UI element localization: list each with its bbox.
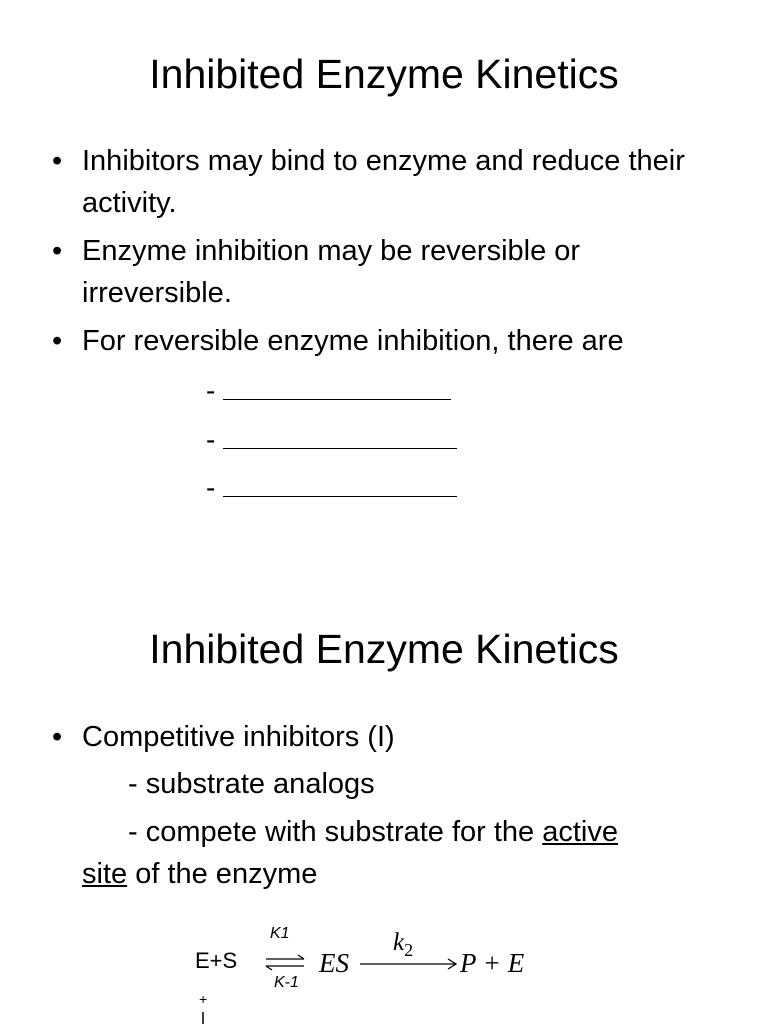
bullet-dot: •: [52, 235, 63, 267]
site-underlined: site: [82, 858, 128, 890]
slide1-title: Inhibited Enzyme Kinetics: [149, 51, 619, 97]
blank-dash: -: [206, 375, 216, 406]
plus-sign: +: [199, 991, 208, 1007]
forward-arrow: [360, 959, 456, 969]
k-1-label: K-1: [274, 974, 299, 991]
bullet-text: For reversible enzyme inhibition, there are: [82, 325, 624, 357]
sub-substrate-analogs: - substrate analogs: [128, 768, 375, 800]
blank-dash: -: [206, 424, 216, 455]
bullet-text: Inhibitors may bind to enzyme and reduce their activity.: [82, 145, 685, 219]
k2-label: $k_2$: [393, 929, 414, 960]
bullet-dot: •: [52, 325, 63, 357]
sub2-suffix: of the enzyme: [127, 858, 318, 890]
bullet-text: Enzyme inhibition may be reversible or irreversible.: [82, 235, 581, 309]
bullet-dot: •: [52, 721, 63, 753]
es-complex-label: ES: [319, 948, 349, 978]
slide2-title: Inhibited Enzyme Kinetics: [149, 626, 619, 672]
reactants-label: E+S: [195, 948, 238, 973]
k1-label: K1: [270, 925, 290, 942]
active-underlined: active: [542, 816, 619, 848]
bullet-dot: •: [52, 145, 63, 177]
equilibrium-arrows: [266, 955, 304, 970]
bullet-text: Competitive inhibitors (I): [82, 721, 395, 753]
sub2-prefix: - compete with substrate for the: [128, 816, 543, 848]
blank-dash: -: [206, 472, 216, 503]
products-label: P + E: [460, 948, 525, 978]
